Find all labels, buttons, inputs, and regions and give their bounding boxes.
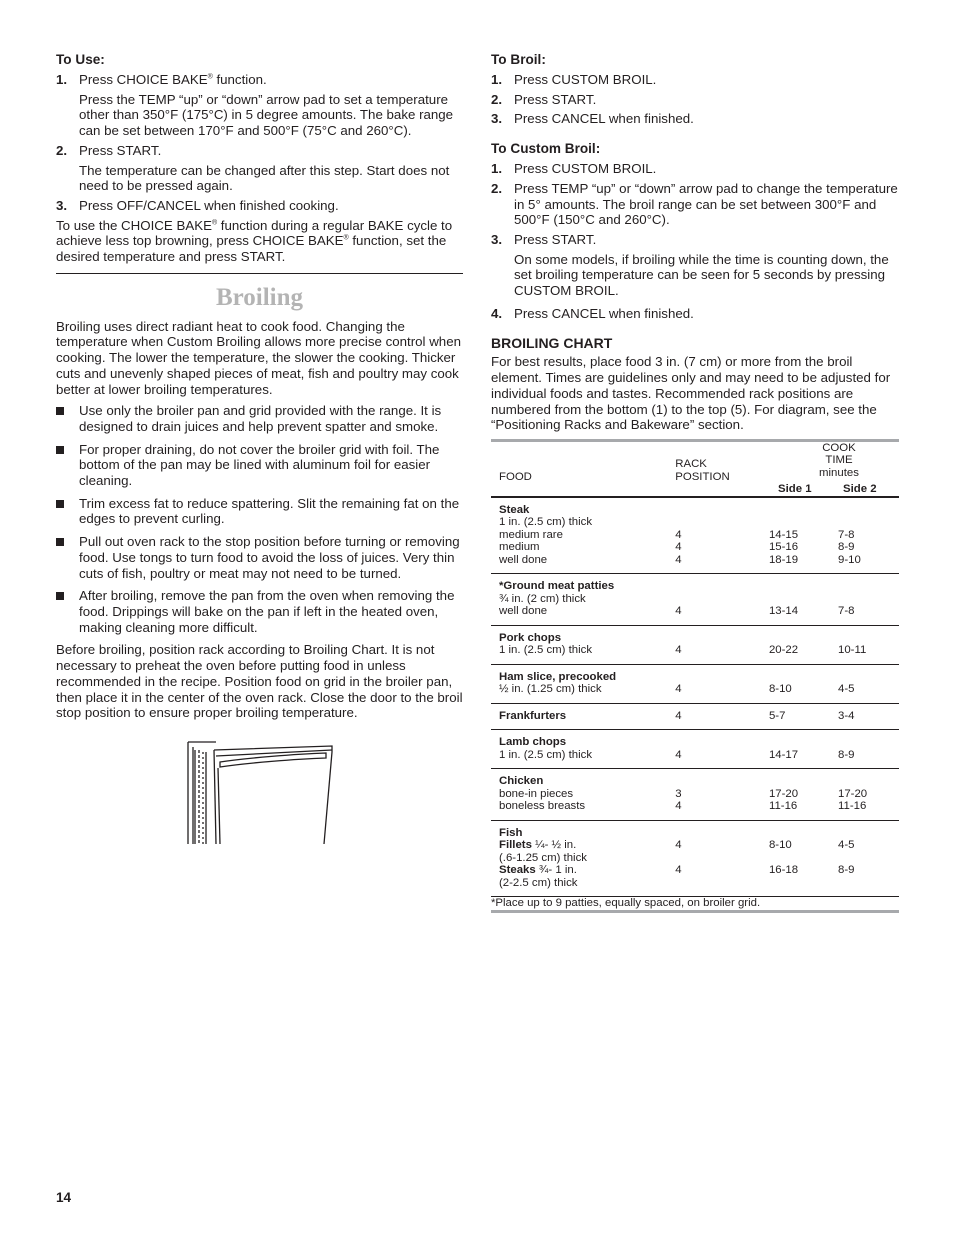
food-detail-text: 1 in. (2.5 cm) thick bbox=[499, 748, 593, 761]
rack-position: 4 bbox=[675, 864, 682, 877]
side2-time bbox=[838, 516, 899, 529]
side1-cell bbox=[769, 497, 838, 574]
side2-cell bbox=[838, 730, 899, 769]
rack-position: 4 bbox=[675, 709, 682, 722]
food-detail-text: 1 in. (2.5 cm) thick bbox=[499, 644, 593, 657]
rack-position bbox=[675, 516, 769, 529]
rack-position: 3 bbox=[675, 787, 682, 800]
food-name: Ham slice, precooked bbox=[499, 670, 617, 683]
broiling-chart-heading: BROILING CHART bbox=[491, 335, 613, 352]
food-detail bbox=[499, 877, 675, 890]
bullet-square-icon bbox=[56, 442, 79, 489]
side2-cell bbox=[838, 497, 899, 574]
food-detail bbox=[499, 788, 675, 801]
custom-broil-step-4: 4. Press CANCEL when finished. bbox=[491, 305, 694, 321]
side1-time: 16-18 bbox=[768, 864, 799, 877]
food-name: Chicken bbox=[499, 775, 544, 788]
food-detail-text: well done bbox=[499, 553, 548, 566]
rack-position: 4 bbox=[675, 800, 682, 813]
food-cell bbox=[491, 820, 675, 897]
before-broiling-text: Before broiling, position rack according to Broiling Chart. It is not necessary to preheat the oven before putting food in unless recommended in the recipe. Position food on grid in the broiler pan, then place it in the center of the oven rack. Close the door to the broil stop position to ensure proper broiling temperature. bbox=[56, 642, 463, 721]
custom-broil-step-1: 1. Press CUSTOM BROIL. bbox=[491, 161, 657, 177]
side1-time: 20-22 bbox=[768, 644, 799, 657]
custom-broil-step-3: 3. Press START. bbox=[491, 231, 597, 247]
broiling-chart-intro: For best results, place food 3 in. (7 cm) or more from the broil element. Times are guidelines only and may need to be adjusted for individual foods and tastes. Recommended rack positions are numbered from the bottom (1) to the top (5). For diagram, see the “Positioning Racks and Bakeware” section. bbox=[491, 354, 891, 433]
rack-cell bbox=[675, 703, 769, 730]
side2-time: 3-4 bbox=[838, 709, 855, 722]
food-detail-text: ¾- 1 in. bbox=[535, 864, 577, 877]
table-row bbox=[491, 625, 899, 664]
side1-time bbox=[769, 877, 838, 890]
to-broil-step: 2. Press START. bbox=[491, 91, 597, 107]
side1-cell bbox=[769, 820, 838, 897]
side2-cell bbox=[838, 703, 899, 730]
bullet-square-icon bbox=[56, 534, 79, 581]
side1-cell bbox=[769, 664, 838, 703]
side1-time bbox=[769, 852, 838, 865]
food-detail bbox=[499, 749, 675, 762]
bullet-square-icon bbox=[56, 588, 79, 635]
bullet-item: Pull out oven rack to the stop position before turning or removing food. Use tongs to turn food to avoid the loss of juices. Very thin cuts of fish, poultry or meat may not need to be turned. bbox=[56, 534, 463, 581]
oven-door-broil-stop-illustration bbox=[186, 738, 334, 846]
rack-position: 4 bbox=[675, 528, 682, 541]
food-detail bbox=[499, 839, 675, 852]
rack-position: 4 bbox=[675, 839, 682, 852]
food-detail-text: (.6-1.25 cm) thick bbox=[499, 851, 587, 864]
side-2-header: Side 2 bbox=[842, 483, 877, 496]
side2-time bbox=[838, 877, 899, 890]
rack-position: 4 bbox=[675, 644, 682, 657]
side1-cell bbox=[769, 625, 838, 664]
chart-footnote: *Place up to 9 patties, equally spaced, on broiler grid. bbox=[491, 897, 761, 910]
side2-time bbox=[838, 593, 899, 606]
rack-cell bbox=[675, 664, 769, 703]
food-detail bbox=[499, 529, 675, 542]
food-name: *Ground meat patties bbox=[499, 580, 615, 593]
food-detail-text: ¼- ½ in. bbox=[531, 839, 577, 852]
col-cook-time-header: COOK TIME minutes Side 1 Side 2 bbox=[769, 440, 899, 497]
food-detail bbox=[499, 683, 675, 696]
table-row bbox=[491, 820, 899, 897]
food-detail bbox=[499, 644, 675, 657]
side1-time: 15-16 bbox=[768, 541, 799, 554]
rack-cell bbox=[675, 625, 769, 664]
rack-position: 4 bbox=[675, 553, 682, 566]
side2-time: 8-9 bbox=[838, 541, 855, 554]
food-detail bbox=[499, 605, 675, 618]
side2-time: 9-10 bbox=[838, 553, 861, 566]
to-use-step-1: 1. Press CHOICE BAKE® function. bbox=[56, 72, 267, 87]
broiling-title: Broiling bbox=[215, 283, 304, 311]
table-row bbox=[491, 664, 899, 703]
rack-position: 4 bbox=[675, 605, 682, 618]
side2-time: 11-16 bbox=[838, 800, 867, 813]
food-name: Frankfurters bbox=[499, 709, 567, 722]
side1-time: 5-7 bbox=[768, 709, 786, 722]
food-detail-text: ¾ in. (2 cm) thick bbox=[499, 592, 586, 605]
custom-broil-step-2: 2. Press TEMP “up” or “down” arrow pad to change the temperature in 5° amounts. The broil range can be set between 300°F and 500°F (150°C and 260°C). bbox=[491, 180, 898, 228]
food-detail bbox=[499, 593, 675, 606]
rack-position bbox=[675, 877, 769, 890]
table-row bbox=[491, 769, 899, 821]
chart-footnote-row bbox=[491, 897, 899, 912]
food-name: Pork chops bbox=[499, 631, 562, 644]
food-cell bbox=[491, 625, 675, 664]
table-row bbox=[491, 703, 899, 730]
food-cell bbox=[491, 769, 675, 821]
col-rack-header: RACK POSITION bbox=[675, 458, 730, 483]
food-name: Lamb chops bbox=[499, 736, 567, 749]
side2-time: 8-9 bbox=[838, 748, 855, 761]
side1-time: 14-15 bbox=[768, 528, 799, 541]
rack-cell bbox=[675, 497, 769, 574]
side2-time: 7-8 bbox=[838, 605, 855, 618]
table-row bbox=[491, 730, 899, 769]
rack-cell bbox=[675, 574, 769, 626]
side2-time: 10-11 bbox=[838, 644, 867, 657]
food-detail-text: 1 in. (2.5 cm) thick bbox=[499, 516, 593, 529]
food-name: Fish bbox=[499, 826, 523, 839]
rack-position bbox=[675, 852, 769, 865]
custom-broil-step-3-detail: On some models, if broiling while the time is counting down, the set broiling temperature can be seen for 5 seconds by pressing CUSTOM BROIL. bbox=[514, 251, 889, 299]
chart-header-row bbox=[491, 440, 899, 497]
food-cell bbox=[491, 703, 675, 730]
food-detail-text: medium rare bbox=[499, 528, 563, 541]
col-food-header: FOOD bbox=[499, 470, 532, 483]
food-detail bbox=[499, 852, 675, 865]
rack-position: 4 bbox=[675, 541, 682, 554]
bullet-item: Use only the broiler pan and grid provided with the range. It is designed to drain juices and help prevent spatter and smoke. bbox=[56, 403, 463, 434]
to-use-step-3: 3. Press OFF/CANCEL when finished cooking. bbox=[56, 197, 339, 213]
side1-time bbox=[769, 593, 838, 606]
food-name: Steak bbox=[499, 503, 530, 516]
side2-cell bbox=[838, 769, 899, 821]
food-detail-label: Fillets bbox=[499, 839, 532, 852]
to-use-step-1-detail: Press the TEMP “up” or “down” arrow pad to set a temperature other than 350°F (175°C) in 5 degree amounts. The bake range can be set between 170°F and 500°F (75°C and 260°C). bbox=[79, 91, 454, 139]
food-detail-text: bone-in pieces bbox=[499, 787, 574, 800]
side2-time: 7-8 bbox=[838, 528, 855, 541]
side-1-header: Side 1 bbox=[777, 483, 812, 496]
rack-position: 4 bbox=[675, 683, 682, 696]
food-detail bbox=[499, 554, 675, 567]
rack-cell bbox=[675, 769, 769, 821]
bullet-item: After broiling, remove the pan from the oven when removing the food. Drippings will bake on the pan if left in the heated oven, making cleaning more difficult. bbox=[56, 588, 463, 635]
side2-time bbox=[838, 852, 899, 865]
bullet-square-icon bbox=[56, 496, 79, 527]
rack-position bbox=[675, 593, 769, 606]
side2-time: 4-5 bbox=[838, 683, 855, 696]
right-column bbox=[491, 52, 899, 913]
side2-time: 17-20 bbox=[838, 787, 868, 800]
page-number: 14 bbox=[56, 1190, 72, 1205]
to-use-step-2-detail: The temperature can be changed after this step. Start does not need to be pressed again. bbox=[79, 162, 450, 194]
rack-cell bbox=[675, 730, 769, 769]
food-detail bbox=[499, 864, 675, 877]
side1-time: 13-14 bbox=[768, 605, 799, 618]
side1-cell bbox=[769, 730, 838, 769]
bullet-square-icon bbox=[56, 403, 79, 434]
side1-time bbox=[769, 516, 838, 529]
food-cell bbox=[491, 664, 675, 703]
broiling-chart-table bbox=[491, 439, 899, 913]
to-use-step-2: 2. Press START. bbox=[56, 142, 162, 158]
choice-bake-note: To use the CHOICE BAKE® function during a regular BAKE cycle to achieve less top browning, press CHOICE BAKE® function, set the desired temperature and press START. bbox=[56, 217, 453, 265]
side1-time: 18-19 bbox=[768, 553, 799, 566]
side2-cell bbox=[838, 625, 899, 664]
side2-time: 4-5 bbox=[838, 839, 855, 852]
side2-cell bbox=[838, 664, 899, 703]
to-custom-broil-heading: To Custom Broil: bbox=[491, 141, 601, 157]
side1-time: 14-17 bbox=[768, 748, 799, 761]
food-detail-label: Steaks bbox=[499, 864, 536, 877]
food-detail-text: medium bbox=[499, 541, 540, 554]
side2-time: 8-9 bbox=[838, 864, 855, 877]
food-detail-text: well done bbox=[499, 605, 548, 618]
food-detail bbox=[499, 800, 675, 813]
food-detail bbox=[499, 541, 675, 554]
food-detail bbox=[499, 516, 675, 529]
food-detail-text: ½ in. (1.25 cm) thick bbox=[499, 683, 602, 696]
side2-cell bbox=[838, 574, 899, 626]
food-cell bbox=[491, 574, 675, 626]
table-row bbox=[491, 497, 899, 574]
bullet-item: For proper draining, do not cover the broiler grid with foil. The bottom of the pan may be lined with aluminum foil for easier cleaning. bbox=[56, 442, 463, 489]
to-use-heading: To Use: bbox=[56, 52, 105, 67]
food-cell bbox=[491, 730, 675, 769]
side1-cell bbox=[769, 703, 838, 730]
rack-position: 4 bbox=[675, 748, 682, 761]
side1-time: 11-16 bbox=[768, 800, 798, 813]
to-broil-step: 3. Press CANCEL when finished. bbox=[491, 111, 694, 127]
broiling-intro: Broiling uses direct radiant heat to cook food. Changing the temperature when Custom Broiling allows more precise control when cooking. The lower the temperature, the slower the cooking. Thicker cuts and unevenly shaped pieces of meat, fish and poultry may cook better at lower broiling temperatures. bbox=[56, 318, 461, 397]
food-cell bbox=[491, 497, 675, 574]
side2-cell bbox=[838, 820, 899, 897]
left-column bbox=[56, 52, 463, 846]
to-broil-step: 1. Press CUSTOM BROIL. bbox=[491, 72, 657, 87]
bullet-item: Trim excess fat to reduce spattering. Slit the remaining fat on the edges to prevent curling. bbox=[56, 496, 463, 527]
side1-time: 8-10 bbox=[768, 683, 792, 696]
table-row bbox=[491, 574, 899, 626]
rack-cell bbox=[675, 820, 769, 897]
side1-time: 17-20 bbox=[768, 787, 799, 800]
side1-time: 8-10 bbox=[768, 839, 792, 852]
food-detail-text: boneless breasts bbox=[499, 800, 586, 813]
to-broil-heading: To Broil: bbox=[491, 52, 546, 67]
section-divider bbox=[56, 273, 463, 274]
side1-cell bbox=[769, 769, 838, 821]
side1-cell bbox=[769, 574, 838, 626]
food-detail-text: (2-2.5 cm) thick bbox=[499, 876, 578, 889]
chart-body bbox=[491, 497, 899, 897]
